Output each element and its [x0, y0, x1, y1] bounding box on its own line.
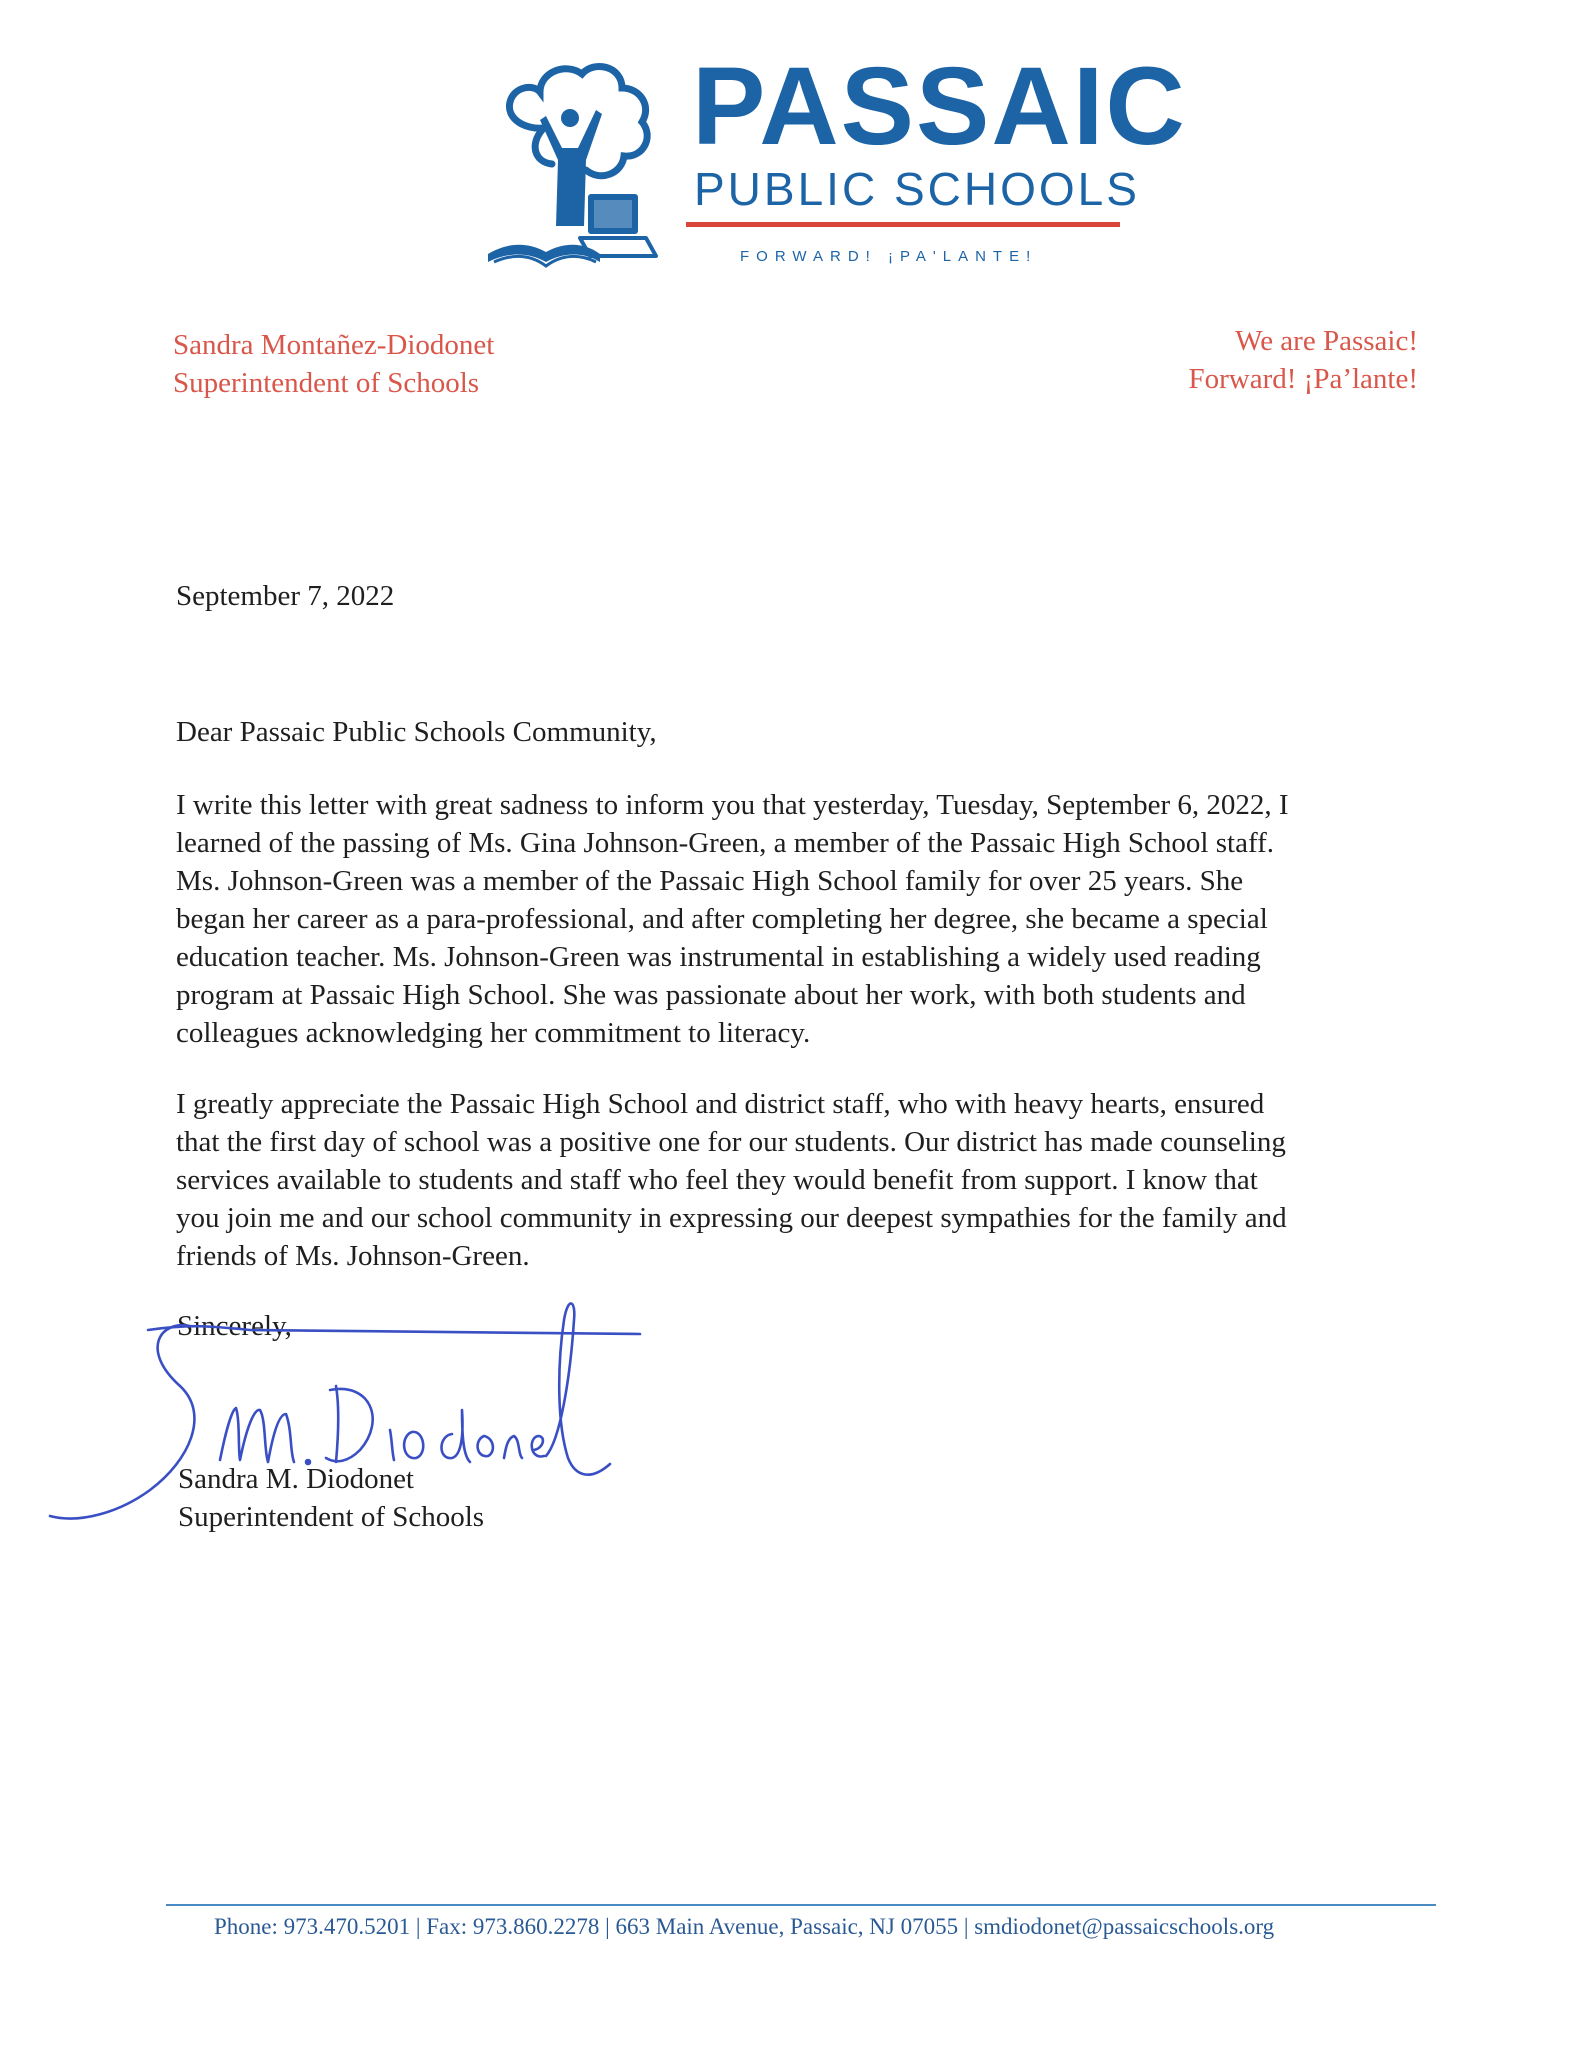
- brand-name: PASSAIC: [692, 45, 1187, 168]
- sender-title: Superintendent of Schools: [173, 367, 480, 399]
- paragraph-1: [176, 786, 1289, 1052]
- brand-motto: FORWARD! ¡PA'LANTE!: [740, 248, 1038, 265]
- slogan-line-1: We are Passaic!: [1235, 325, 1418, 357]
- paragraph-line: education teacher. Ms. Johnson-Green was instrumental in establishing a widely used reading: [176, 941, 1261, 973]
- slogan-block: [1189, 322, 1419, 398]
- sender-block: [173, 326, 494, 402]
- paragraph-line: learned of the passing of Ms. Gina Johnson-Green, a member of the Passaic High School staff.: [176, 827, 1274, 859]
- paragraph-line: you join me and our school community in expressing our deepest sympathies for the family and: [176, 1202, 1287, 1234]
- salutation: Dear Passaic Public Schools Community,: [176, 716, 657, 748]
- slogan-line-2: Forward! ¡Pa’lante!: [1188, 363, 1418, 395]
- footer-contact: Phone: 973.470.5201 | Fax: 973.860.2278 | 663 Main Avenue, Passaic, NJ 07055 | smdiodonet@passaicschools.org: [214, 1914, 1275, 1939]
- brand-subtitle: PUBLIC SCHOOLS: [694, 163, 1140, 215]
- paragraph-line: program at Passaic High School. She was passionate about her work, with both students and: [176, 979, 1246, 1011]
- signer-title: Superintendent of Schools: [178, 1501, 485, 1533]
- footer-divider: [166, 1904, 1436, 1906]
- closing: Sincerely,: [177, 1310, 292, 1342]
- sender-name: Sandra Montañez-Diodonet: [173, 329, 495, 361]
- tree-book-laptop-logo-icon: [484, 58, 660, 282]
- signer-name: Sandra M. Diodonet: [178, 1463, 414, 1495]
- paragraph-line: friends of Ms. Johnson-Green.: [176, 1240, 530, 1272]
- paragraph-line: colleagues acknowledging her commitment to literacy.: [176, 1017, 811, 1049]
- paragraph-line: Ms. Johnson-Green was a member of the Passaic High School family for over 25 years. She: [176, 865, 1244, 897]
- paragraph-line: began her career as a para-professional, and after completing her degree, she became a special: [176, 903, 1268, 935]
- letter-date: September 7, 2022: [176, 580, 395, 612]
- paragraph-2: [176, 1085, 1287, 1275]
- paragraph-line: that the first day of school was a positive one for our students. Our district has made counseling: [176, 1126, 1286, 1158]
- paragraph-line: I write this letter with great sadness to inform you that yesterday, Tuesday, September 6, 2022, I: [176, 789, 1289, 821]
- brand-divider: [686, 222, 1120, 227]
- paragraph-line: services available to students and staff who feel they would benefit from support. I know that: [176, 1164, 1258, 1196]
- paragraph-line: I greatly appreciate the Passaic High School and district staff, who with heavy hearts, ensured: [176, 1088, 1265, 1120]
